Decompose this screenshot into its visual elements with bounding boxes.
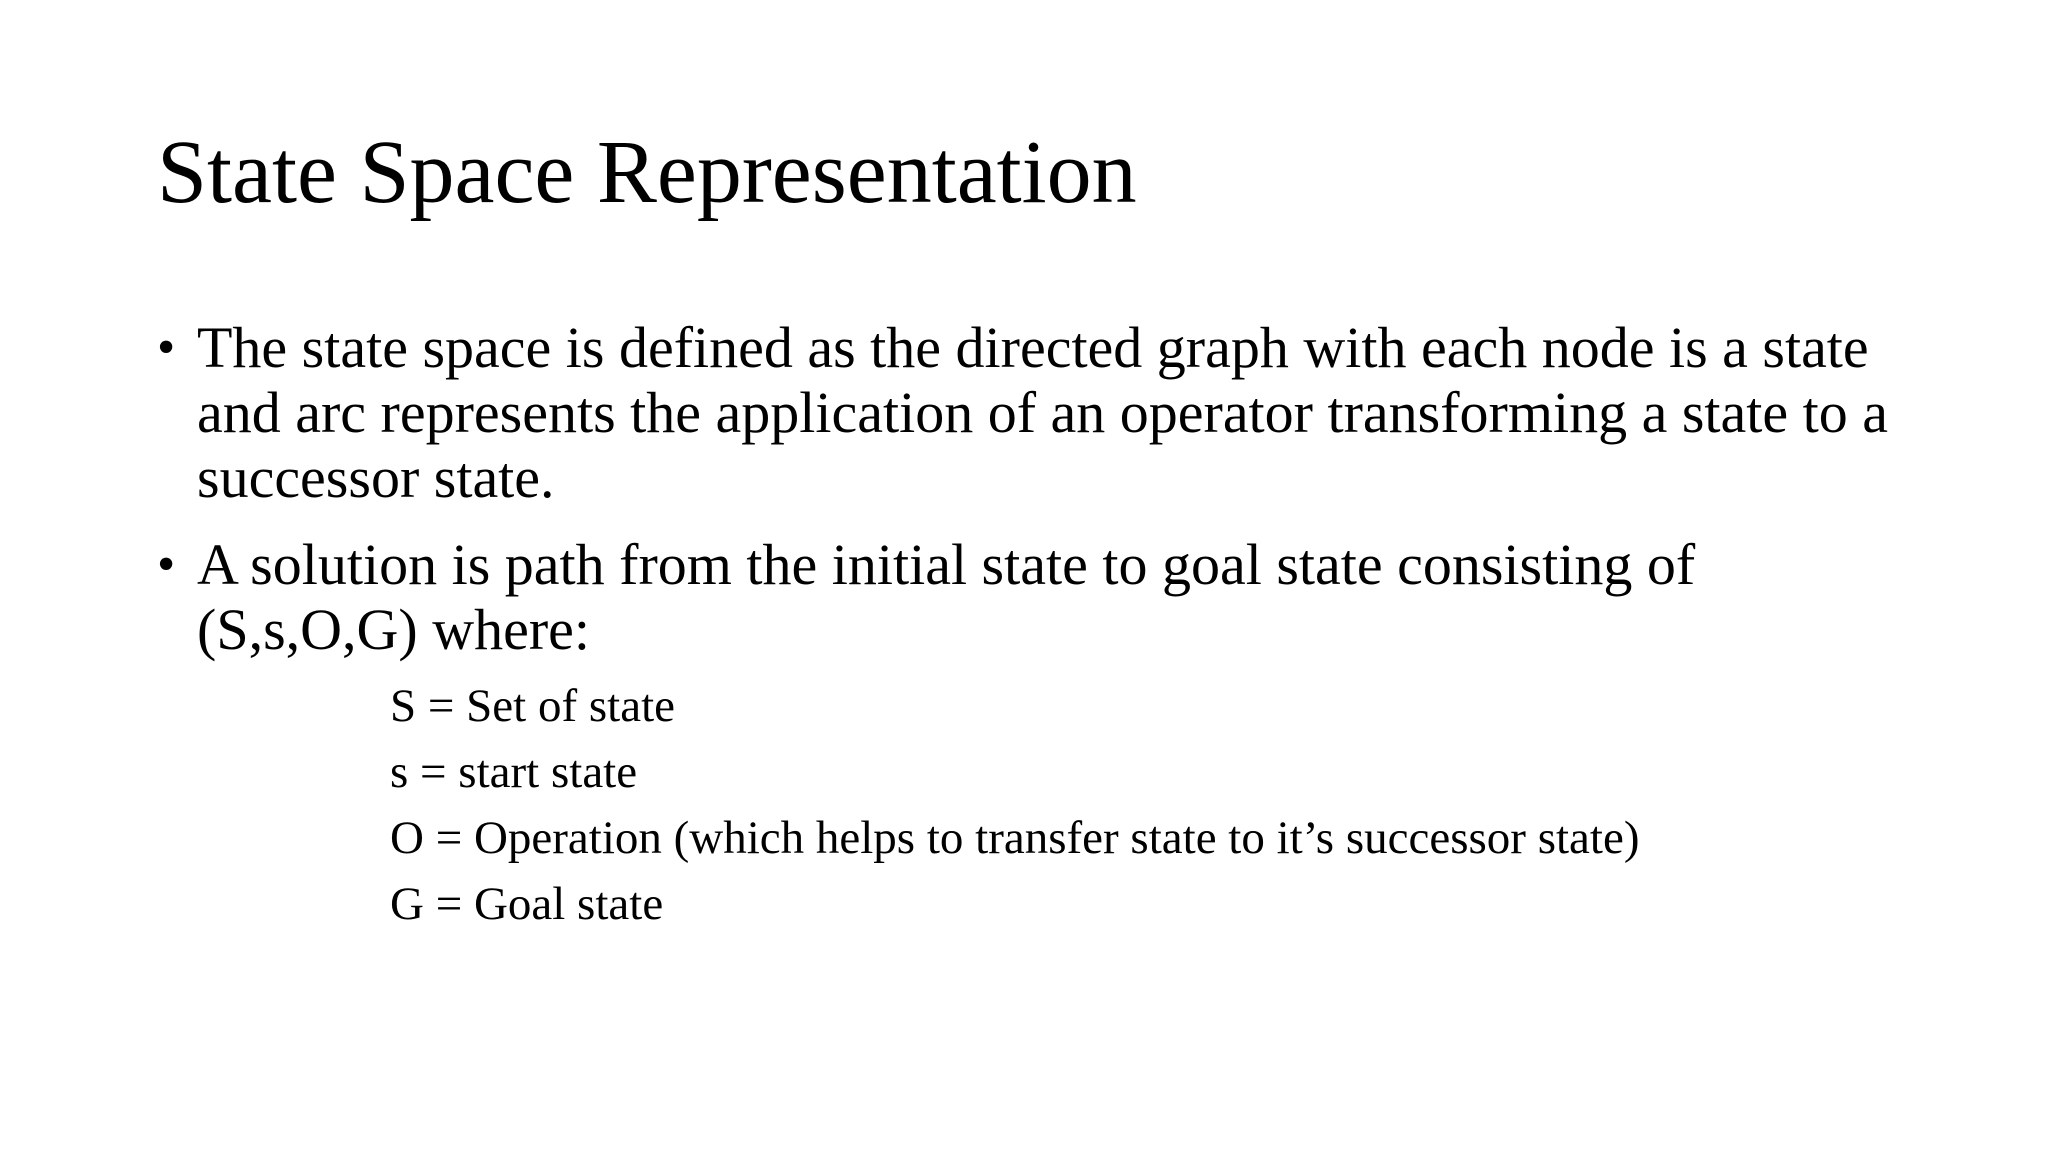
definition-goal-state: G = Goal state xyxy=(390,878,664,930)
bullet-text: The state space is defined as the directed graph with each node is a state and arc represents the application of an operator transforming a state to a successor state. xyxy=(197,315,1888,510)
definition-list xyxy=(390,673,1639,937)
bullet-dot-icon: • xyxy=(157,319,176,376)
slide-title: State Space Representation xyxy=(157,123,1137,222)
bullet-item-solution xyxy=(157,532,1917,662)
bullet-item-state-space xyxy=(157,315,1917,510)
bullet-list xyxy=(157,315,1917,684)
bullet-dot-icon: • xyxy=(157,536,176,593)
definition-start-state: s = start state xyxy=(390,746,638,798)
definition-set-of-state: S = Set of state xyxy=(390,680,675,732)
definition-operation: O = Operation (which helps to transfer state to it’s successor state) xyxy=(390,812,1640,864)
bullet-text: A solution is path from the initial state to goal state consisting of (S,s,O,G) where: xyxy=(197,532,1696,662)
